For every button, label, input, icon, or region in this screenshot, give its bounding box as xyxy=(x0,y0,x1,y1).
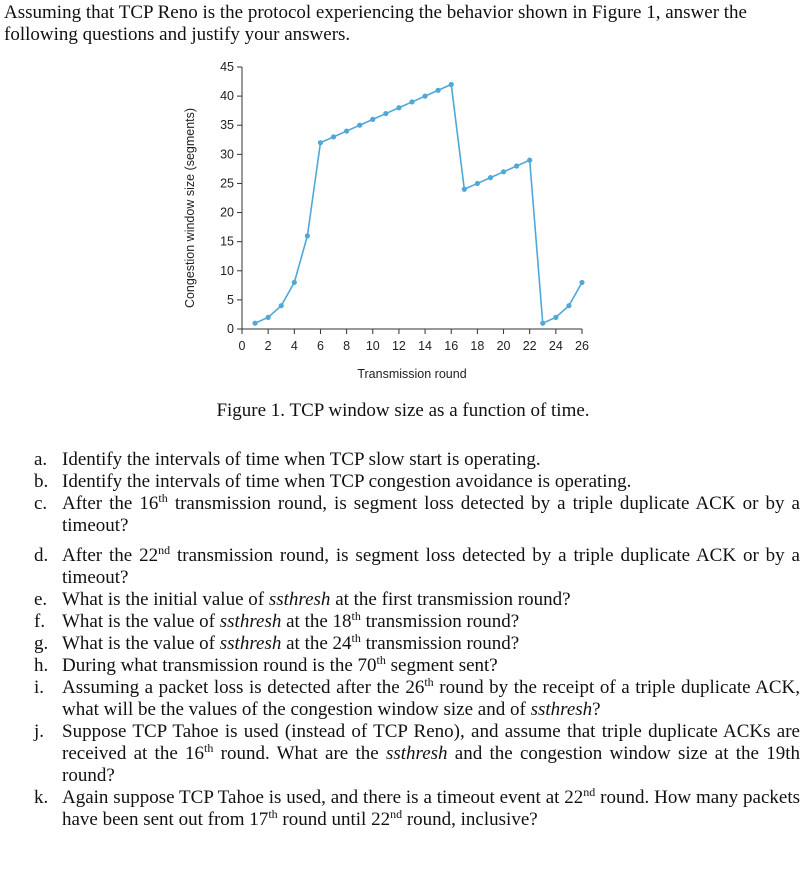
ordinal-suffix: nd xyxy=(583,785,596,799)
question-text: at the 24 xyxy=(281,633,352,654)
y-tick-label: 25 xyxy=(220,176,234,191)
cwnd-data-point xyxy=(566,303,571,308)
x-tick-label: 6 xyxy=(316,339,324,353)
cwnd-data-point xyxy=(540,321,545,326)
x-tick-label: 18 xyxy=(470,339,485,353)
x-tick-label: 14 xyxy=(418,339,433,353)
question-label: c. xyxy=(34,493,48,514)
cwnd-chart xyxy=(178,58,608,388)
italic-term: ssthresh xyxy=(219,611,282,632)
question-item xyxy=(34,611,800,633)
x-tick-label: 12 xyxy=(391,339,406,353)
y-tick-label: 15 xyxy=(220,234,234,249)
ordinal-suffix: th xyxy=(158,491,168,505)
y-tick-label: 30 xyxy=(220,147,234,162)
italic-term: ssthresh xyxy=(385,743,448,764)
ordinal-suffix: th xyxy=(376,653,386,667)
question-item xyxy=(34,655,800,677)
question-text: round. What are the xyxy=(213,743,386,764)
cwnd-data-point xyxy=(436,88,441,93)
cwnd-data-point xyxy=(331,134,336,139)
y-axis-label: Congestion window size (segments) xyxy=(183,107,197,309)
question-text: What is the value of xyxy=(62,633,220,654)
question-label: k. xyxy=(34,787,49,808)
question-text: Identify the intervals of time when TCP slow start is operating. xyxy=(62,449,541,470)
cwnd-data-point xyxy=(475,181,480,186)
x-tick-label: 2 xyxy=(264,339,272,353)
question-item xyxy=(34,633,800,655)
question-text: What is the value of xyxy=(62,611,220,632)
question-text: During what transmission round is the 70 xyxy=(62,655,377,676)
cwnd-data-point xyxy=(266,315,271,320)
question-item xyxy=(34,787,800,831)
question-text: transmission round? xyxy=(360,611,520,632)
cwnd-data-point xyxy=(462,187,467,192)
cwnd-data-point xyxy=(514,163,519,168)
question-text: and the congestion window size at the 19th round? xyxy=(62,743,800,786)
question-text: What is the initial value of xyxy=(62,589,269,610)
cwnd-series-line xyxy=(255,84,582,323)
question-text: Suppose TCP Tahoe is used (instead of TCP Reno), and assume that triple duplicate ACKs are received at the 16 xyxy=(62,721,800,764)
intro-paragraph: Assuming that TCP Reno is the protocol experiencing the behavior shown in Figure 1, answer the following questions and justify your answers. xyxy=(4,2,747,45)
question-text: transmission round? xyxy=(360,633,520,654)
x-tick-label: 20 xyxy=(496,339,511,353)
question-text: transmission round, is segment loss detected by a triple duplicate ACK or by a timeout? xyxy=(62,493,800,536)
cwnd-data-point xyxy=(370,117,375,122)
ordinal-suffix: th xyxy=(424,675,434,689)
question-text: round, inclusive? xyxy=(402,809,538,830)
x-tick-label: 0 xyxy=(238,339,246,353)
question-item xyxy=(34,545,800,589)
question-item xyxy=(34,721,800,787)
ordinal-suffix: nd xyxy=(390,807,403,821)
cwnd-data-point xyxy=(488,175,493,180)
cwnd-data-point xyxy=(449,82,454,87)
italic-term: ssthresh xyxy=(219,633,282,654)
cwnd-data-point xyxy=(409,99,414,104)
question-item xyxy=(34,493,800,537)
question-text: transmission round, is segment loss detected by a triple duplicate ACK or by a timeout? xyxy=(62,545,800,588)
x-tick-label: 4 xyxy=(290,339,298,353)
cwnd-data-point xyxy=(422,94,427,99)
question-list xyxy=(34,449,800,831)
y-tick-label: 35 xyxy=(220,118,234,133)
question-label: f. xyxy=(34,611,46,632)
ordinal-suffix: th xyxy=(351,609,361,623)
x-tick-label: 16 xyxy=(444,339,459,353)
italic-term: ssthresh xyxy=(268,589,331,610)
cwnd-data-point xyxy=(318,140,323,145)
question-label: b. xyxy=(34,471,49,492)
x-tick-label: 8 xyxy=(343,339,351,353)
x-tick-label: 22 xyxy=(522,339,537,353)
question-label: e. xyxy=(34,589,48,610)
question-text: at the 18 xyxy=(281,611,352,632)
question-text: segment sent? xyxy=(385,655,498,676)
question-item xyxy=(34,677,800,721)
question-item xyxy=(34,589,800,611)
question-label: i. xyxy=(34,677,45,698)
y-tick-label: 40 xyxy=(220,89,234,104)
ordinal-suffix: th xyxy=(268,807,278,821)
question-text: round until 22 xyxy=(277,809,391,830)
question-item xyxy=(34,449,800,471)
figure-chart xyxy=(178,58,608,388)
question-label: h. xyxy=(34,655,49,676)
question-text: After the 16 xyxy=(62,493,159,514)
question-text: round. How many packets have been sent out from 17 xyxy=(62,787,800,830)
y-tick-label: 10 xyxy=(220,263,234,278)
x-axis-label: Transmission round xyxy=(357,367,467,381)
y-tick-label: 20 xyxy=(220,205,234,220)
cwnd-data-point xyxy=(396,105,401,110)
cwnd-data-point xyxy=(279,303,284,308)
cwnd-data-point xyxy=(344,128,349,133)
question-text: at the first transmission round? xyxy=(330,589,571,610)
y-tick-label: 0 xyxy=(227,322,234,336)
question-item xyxy=(34,471,800,493)
question-text: Identify the intervals of time when TCP congestion avoidance is operating. xyxy=(62,471,632,492)
italic-term: ssthresh xyxy=(530,699,593,720)
cwnd-data-point xyxy=(292,280,297,285)
question-text: After the 22 xyxy=(62,545,159,566)
figure-caption: Figure 1. TCP window size as a function of time. xyxy=(216,400,590,421)
question-label: g. xyxy=(34,633,49,654)
cwnd-data-point xyxy=(305,233,310,238)
ordinal-suffix: th xyxy=(351,631,361,645)
question-label: j. xyxy=(34,721,45,742)
x-tick-label: 24 xyxy=(548,339,563,353)
x-tick-label: 26 xyxy=(575,339,589,353)
cwnd-data-point xyxy=(357,123,362,128)
question-label: d. xyxy=(34,545,49,566)
x-tick-label: 10 xyxy=(365,339,380,353)
cwnd-data-point xyxy=(553,315,558,320)
y-tick-label: 5 xyxy=(227,292,234,307)
question-label: a. xyxy=(34,449,48,470)
ordinal-suffix: nd xyxy=(158,543,171,557)
cwnd-data-point xyxy=(527,158,532,163)
cwnd-data-point xyxy=(252,321,257,326)
cwnd-data-point xyxy=(579,280,584,285)
cwnd-data-point xyxy=(501,169,506,174)
question-text: round by the receipt of a triple duplicate ACK, what will be the values of the congestion window size and of xyxy=(62,677,800,720)
question-text: ? xyxy=(592,699,601,720)
question-text: Assuming a packet loss is detected after the 26 xyxy=(62,677,425,698)
ordinal-suffix: th xyxy=(204,741,214,755)
y-tick-label: 45 xyxy=(220,60,234,74)
cwnd-data-point xyxy=(383,111,388,116)
question-text: Again suppose TCP Tahoe is used, and there is a timeout event at 22 xyxy=(62,787,584,808)
